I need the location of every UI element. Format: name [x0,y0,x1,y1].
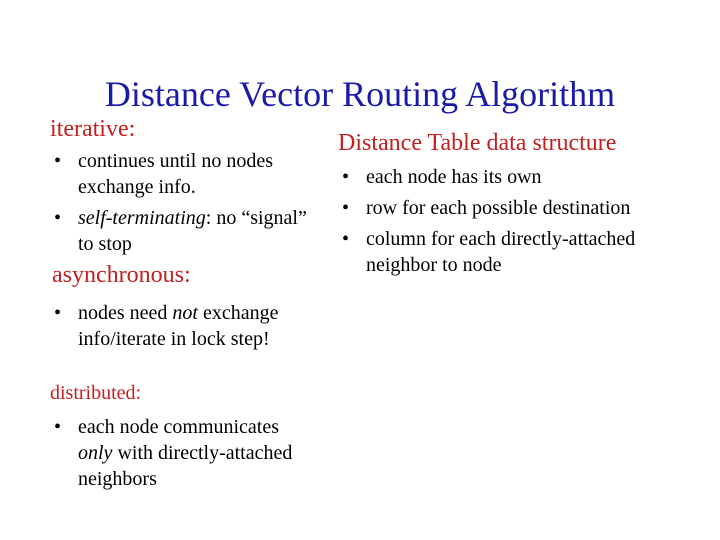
bullet-icon: • [342,166,350,188]
heading-distance-table: Distance Table data structure [338,130,617,156]
slide-title: Distance Vector Routing Algorithm [104,74,616,114]
iterative-list [50,148,310,257]
asynchronous-list [50,300,310,352]
bullet-text-post: exchange info/iterate in lock step! [78,302,279,350]
bullet-icon: • [54,416,62,438]
list-item [50,414,310,492]
emphasis-text: only [78,442,113,464]
bullet-icon: • [54,207,62,229]
list-item [50,205,310,257]
bullet-text [78,207,307,255]
emphasis-text: self-terminating [78,207,206,229]
list-item [50,148,310,200]
heading-distributed: distributed: [50,382,142,404]
bullet-icon: • [342,228,350,250]
emphasis-text: not [172,302,198,324]
bullet-text: column for each directly-attached neighbor to node [366,228,636,276]
bullet-text-pre: nodes need [78,302,173,324]
bullet-text: row for each possible destination [366,197,631,219]
list-item [338,226,698,278]
bullet-text [78,302,279,350]
list-item [50,300,310,352]
distance-table-list [338,164,698,278]
bullet-icon: • [54,302,62,324]
bullet-text-pre: each node communicates [78,416,280,438]
bullet-icon: • [342,197,350,219]
bullet-text: continues until no nodes exchange info. [78,150,273,198]
heading-asynchronous: asynchronous: [52,262,191,288]
bullet-text [78,416,292,490]
distributed-list [50,414,310,492]
bullet-text: each node has its own [366,166,542,188]
bullet-icon: • [54,150,62,172]
list-item [338,164,698,190]
bullet-text-rest: : no “signal” to stop [78,207,307,255]
bullet-text-post: with directly-attached neighbors [78,442,293,490]
heading-iterative: iterative: [50,116,136,142]
list-item [338,195,698,221]
